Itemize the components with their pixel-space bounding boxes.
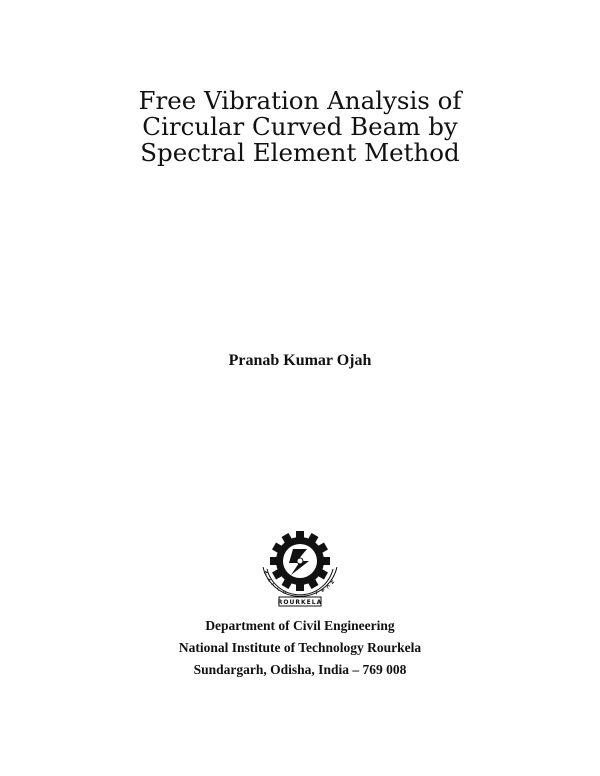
title-line-1: Free Vibration Analysis of [138, 86, 462, 115]
svg-text:O: O [281, 589, 287, 595]
svg-text:H: H [329, 579, 336, 586]
institute-logo-icon [257, 523, 343, 609]
svg-text:T: T [270, 582, 276, 588]
title-line-3: Spectral Element Method [140, 138, 460, 167]
institute-logo [257, 523, 343, 609]
thesis-title [0, 88, 600, 166]
svg-text:A: A [266, 576, 273, 583]
affiliation-block [0, 615, 600, 681]
svg-text:E: E [320, 587, 326, 594]
title-line-2: Circular Curved Beam by [142, 112, 458, 141]
author-name: Pranab Kumar Ojah [228, 352, 372, 369]
svg-text:C: C [325, 583, 331, 590]
department-line: Department of Civil Engineering [205, 618, 395, 633]
svg-text:.: . [332, 572, 338, 577]
svg-text:N: N [262, 569, 269, 576]
svg-text:ROURKELA: ROURKELA [277, 599, 323, 606]
institute-line: National Institute of Technology Rourkela [178, 640, 422, 655]
svg-text:T: T [314, 590, 319, 596]
svg-text:I: I [276, 586, 280, 592]
address-line: Sundargarh, Odisha, India – 769 008 [193, 662, 407, 677]
